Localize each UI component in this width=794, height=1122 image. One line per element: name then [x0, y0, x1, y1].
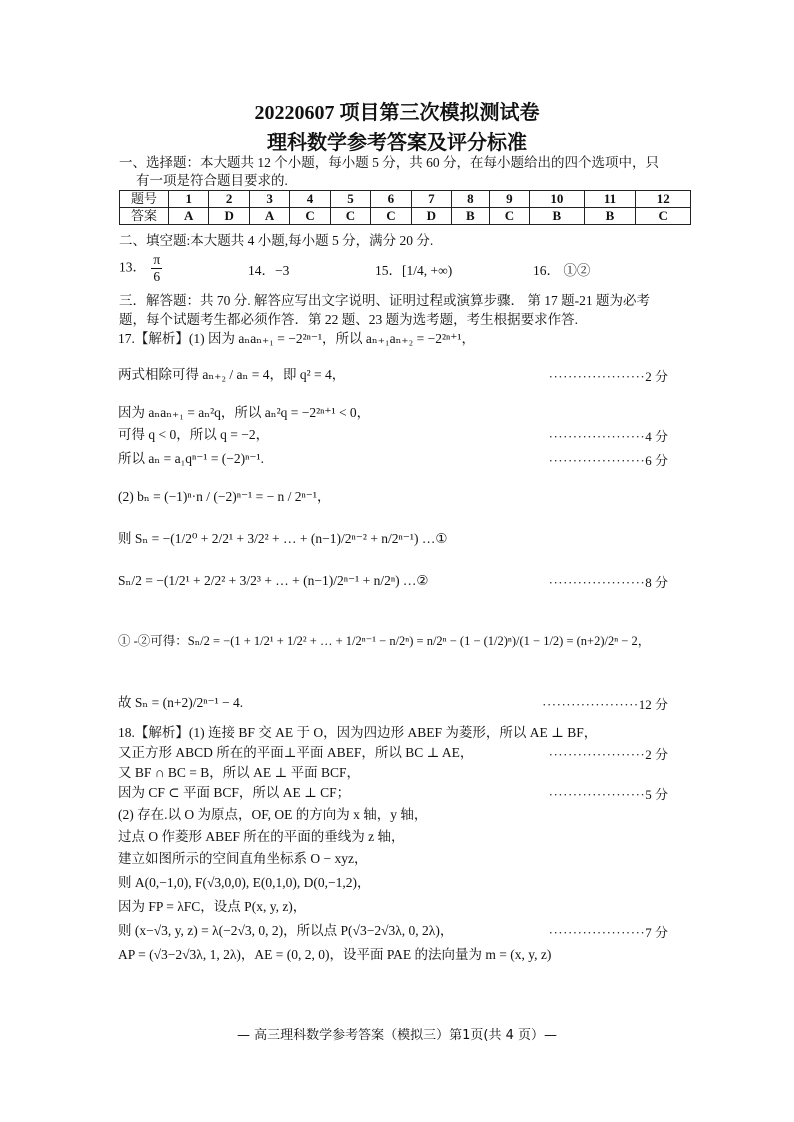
- section2-intro: 二、填空题:本大题共 4 小题,每小题 5 分，满分 20 分.: [119, 233, 434, 248]
- table-row-answers: [120, 208, 691, 225]
- q18-line3: 又 BF ∩ BC = B，所以 AE ⊥ 平面 BCF，: [118, 765, 360, 780]
- q18-line4: 因为 CF ⊂ 平面 BCF，所以 AE ⊥ CF；: [118, 785, 351, 800]
- q17-line6: (2) bₙ = (−1)ⁿ·n / (−2)ⁿ⁻¹ = − n / 2ⁿ⁻¹，: [118, 489, 331, 504]
- table-cell: 8: [452, 191, 490, 208]
- answer-table: [119, 190, 691, 225]
- q18-line5: (2) 存在.以 O 为原点，OF, OE 的方向为 x 轴，y 轴，: [118, 807, 428, 822]
- q18-line8: 则 A(0,−1,0), F(√3,0,0), E(0,1,0), D(0,−1,2)，: [118, 875, 371, 890]
- q17-line4: 可得 q < 0，所以 q = −2，: [118, 427, 270, 442]
- q17-line7: 则 Sₙ = −(1/2⁰ + 2/2¹ + 3/2² + … + (n−1)/2ⁿ⁻² + n/2ⁿ⁻¹) …①: [118, 531, 448, 546]
- q18-line9: 因为 FP = λFC，设点 P(x, y, z)，: [118, 899, 307, 914]
- q18-line7: 建立如图所示的空间直角坐标系 O − xyz，: [118, 851, 368, 866]
- section1-line2: 有一项是符合题目要求的.: [136, 173, 288, 188]
- document-title: 20220607 项目第三次模拟测试卷: [254, 102, 540, 124]
- page-footer: — 高三理科数学参考答案（模拟三）第1页(共 4 页）—: [236, 1028, 557, 1043]
- q15-value: [1/4, +∞): [402, 263, 453, 278]
- table-cell: C: [371, 208, 411, 225]
- q13-label: 13．: [119, 259, 146, 275]
- table-cell: 5: [330, 191, 370, 208]
- section3-line1: 三．解答题：共 70 分. 解答应写出文字说明、证明过程或演算步骤． 第 17 题-21 题为必考: [119, 293, 650, 308]
- table-cell: 11: [584, 191, 636, 208]
- table-cell: 2: [209, 191, 249, 208]
- score-mark: ····················2 分: [548, 369, 668, 384]
- score-mark: ····················5 分: [548, 787, 668, 802]
- q18-line1: 18.【解析】(1) 连接 BF 交 AE 于 O，因为四边形 ABEF 为菱形，所以 AE ⊥ BF，: [118, 725, 598, 740]
- table-cell: A: [169, 208, 209, 225]
- section1-line1: 一、选择题：本大题共 12 个小题，每小题 5 分，共 60 分，在每小题给出的四个选项中，只: [119, 155, 659, 170]
- section3-line2: 题，每个试题考生都必须作答．第 22 题、23 题为选考题，考生根据要求作答.: [119, 312, 578, 327]
- table-cell: B: [452, 208, 490, 225]
- q15-label: 15．: [375, 263, 402, 278]
- score-mark: ····················2 分: [548, 747, 668, 762]
- table-cell: A: [249, 208, 289, 225]
- document-subtitle: 理科数学参考答案及评分标准: [267, 132, 527, 154]
- q17-line8: Sₙ/2 = −(1/2¹ + 2/2² + 3/2³ + … + (n−1)/2ⁿ⁻¹ + n/2ⁿ) …②: [118, 573, 429, 588]
- q17-line2: 两式相除可得 aₙ₊₂ / aₙ = 4，即 q² = 4，: [118, 367, 346, 382]
- table-cell: B: [584, 208, 636, 225]
- q17-line1: 17.【解析】(1) 因为 aₙaₙ₊₁ = −2²ⁿ⁻¹，所以 aₙ₊₁aₙ₊₂ = −2²ⁿ⁺¹，: [118, 331, 475, 346]
- table-cell: 9: [489, 191, 529, 208]
- table-cell: 7: [411, 191, 451, 208]
- table-cell: D: [209, 208, 249, 225]
- table-cell: 12: [636, 191, 691, 208]
- q15-answer: [375, 262, 452, 280]
- fill-in-answers: [119, 252, 164, 285]
- q17-line3: 因为 aₙaₙ₊₁ = aₙ²q，所以 aₙ²q = −2²ⁿ⁺¹ < 0，: [118, 405, 371, 420]
- q14-answer: 14．−3: [248, 263, 290, 278]
- q18-line11: AP = (√3−2√3λ, 1, 2λ)，AE = (0, 2, 0)，设平面 PAE 的法向量为 m = (x, y, z): [118, 947, 552, 962]
- score-mark: ····················8 分: [548, 575, 668, 590]
- table-cell: D: [411, 208, 451, 225]
- table-cell: 3: [249, 191, 289, 208]
- table-row-numbers: [120, 191, 691, 208]
- q17-line9: ① -②可得：Sₙ/2 = −(1 + 1/2¹ + 1/2² + … + 1/2ⁿ⁻¹ − n/2ⁿ) = n/2ⁿ − (1 − (1/2)ⁿ)/(1 − 1/2) = (n+2)/2ⁿ − 2，: [118, 634, 651, 648]
- q18-line10: 则 (x−√3, y, z) = λ(−2√3, 0, 2)，所以点 P(√3−2√3λ, 0, 2λ)，: [118, 923, 454, 938]
- table-cell: 10: [530, 191, 584, 208]
- table-cell: 4: [290, 191, 330, 208]
- table-cell: C: [636, 208, 691, 225]
- table-cell: C: [330, 208, 370, 225]
- score-mark: ····················6 分: [548, 453, 668, 468]
- q13-fraction: [151, 252, 162, 285]
- score-mark: ····················12 分: [542, 697, 668, 712]
- q17-line10: 故 Sₙ = (n+2)/2ⁿ⁻¹ − 4.: [118, 695, 244, 710]
- q13-numerator: π: [153, 252, 161, 267]
- q18-line2: 又正方形 ABCD 所在的平面⊥平面 ABEF，所以 BC ⊥ AE，: [118, 745, 474, 760]
- q16-answer: 16． ①②: [533, 263, 591, 278]
- table-cell: 1: [169, 191, 209, 208]
- table-cell: B: [530, 208, 584, 225]
- q13-denominator: 6: [153, 269, 161, 284]
- q17-line5: 所以 aₙ = a₁qⁿ⁻¹ = (−2)ⁿ⁻¹.: [118, 451, 264, 466]
- score-mark: ····················4 分: [548, 429, 668, 444]
- table-header-cell: 答案: [120, 208, 169, 225]
- table-cell: C: [489, 208, 529, 225]
- table-cell: C: [290, 208, 330, 225]
- table-header-cell: 题号: [120, 191, 169, 208]
- q18-line6: 过点 O 作菱形 ABEF 所在的平面的垂线为 z 轴，: [118, 829, 405, 844]
- score-mark: ····················7 分: [548, 925, 668, 940]
- table-cell: 6: [371, 191, 411, 208]
